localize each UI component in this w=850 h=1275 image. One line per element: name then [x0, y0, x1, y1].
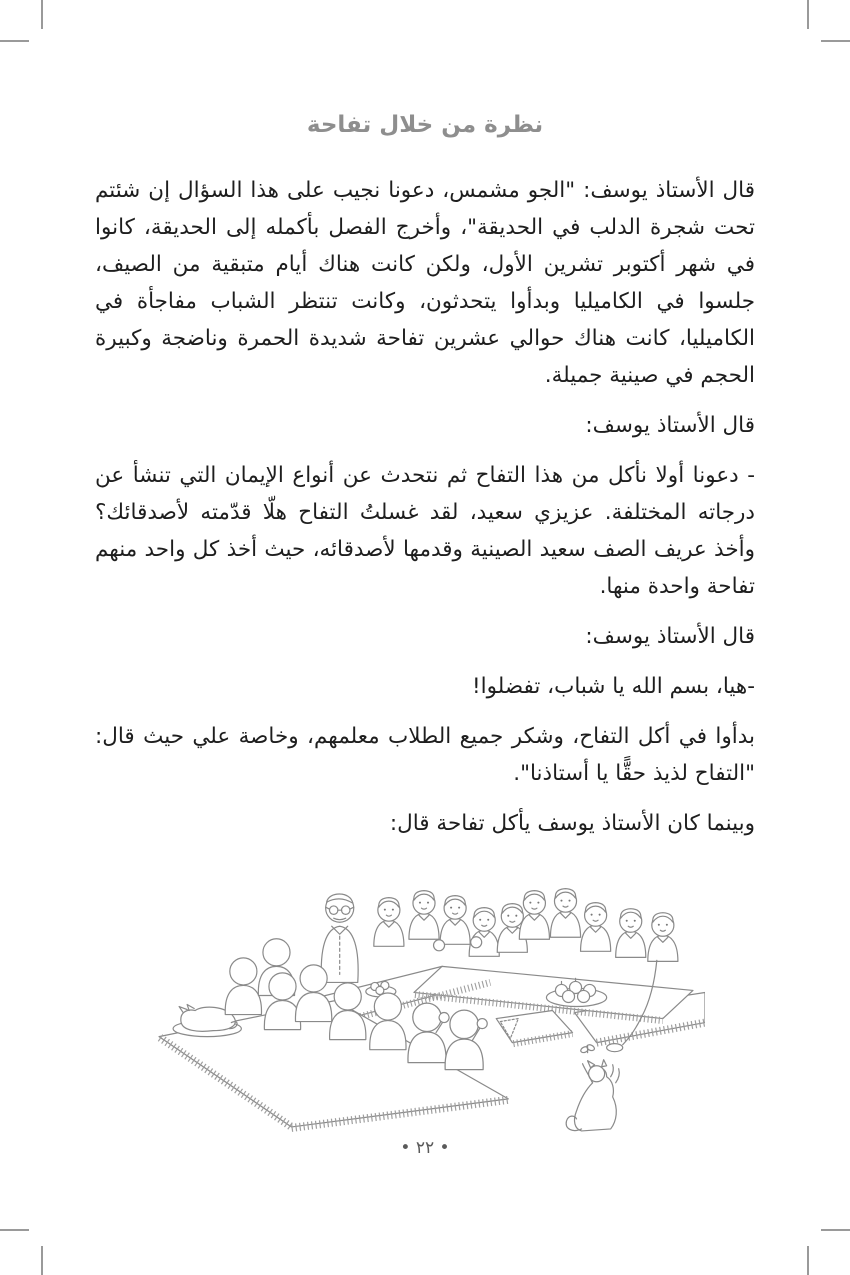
classroom-illustration-svg	[143, 870, 705, 1136]
story-paragraph: بدأوا في أكل التفاح، وشكر جميع الطلاب معلمهم، وخاصة علي حيث قال: "التفاح لذيذ حقًّا يا أستاذنا".	[95, 724, 755, 786]
butterfly	[580, 1044, 596, 1054]
chapter-title: نظرة من خلال تفاحة	[306, 112, 544, 138]
story-paragraph: قال الأستاذ يوسف:	[585, 413, 755, 438]
crop-mark-top-right-horizontal	[821, 40, 850, 42]
crop-mark-top-left-horizontal	[0, 40, 29, 42]
crop-mark-bottom-left-vertical	[41, 1246, 43, 1275]
story-paragraph: وبينما كان الأستاذ يوسف يأكل تفاحة قال:	[389, 811, 755, 836]
story-paragraph: -هيا، بسم الله يا شباب، تفضلوا!	[472, 674, 755, 699]
story-paragraph: قال الأستاذ يوسف: "الجو مشمس، دعونا نجيب على هذا السؤال إن شئتم تحت شجرة الدلب في الحديقة"، وأخرج الفصل بأكمله إلى الحديقة، كانوا في شهر أكتوبر تشرين الأول، ولكن كانت هناك أيام متبقية من الصيف، جلسوا في الكاميليا وبدأوا يتحدثون، وكانت تنتظر الشباب مفاجأة في الكاميليا، كانت هناك حوالي عشرين تفاحة شديدة الحمرة وناضجة وكبيرة الحجم في صينية جميلة.	[95, 178, 755, 388]
classroom-illustration	[140, 870, 705, 1138]
page-content	[95, 112, 755, 855]
crop-mark-top-right-vertical	[807, 0, 809, 29]
teacher-figure	[321, 894, 358, 982]
crop-mark-bottom-left-horizontal	[0, 1229, 29, 1231]
story-text	[95, 172, 755, 842]
crop-mark-bottom-right-horizontal	[821, 1229, 850, 1231]
crop-mark-top-left-vertical	[41, 0, 43, 29]
playing-cat	[566, 1044, 619, 1131]
page-number: • ٢٢ •	[400, 1138, 450, 1158]
crop-mark-bottom-right-vertical	[807, 1246, 809, 1275]
story-paragraph: - دعونا أولا نأكل من هذا التفاح ثم نتحدث عن أنواع الإيمان التي تنشأ عن درجاته المختلفة. عزيزي سعيد، لقد غسلتُ التفاح هلّا قدّمته لأصدقائك؟ وأخذ عريف الصف سعيد الصينية وقدمها لأصدقائه، حيث أخذ كل واحد منهم تفاحة واحدة منها.	[95, 463, 755, 599]
story-paragraph: قال الأستاذ يوسف:	[585, 624, 755, 649]
